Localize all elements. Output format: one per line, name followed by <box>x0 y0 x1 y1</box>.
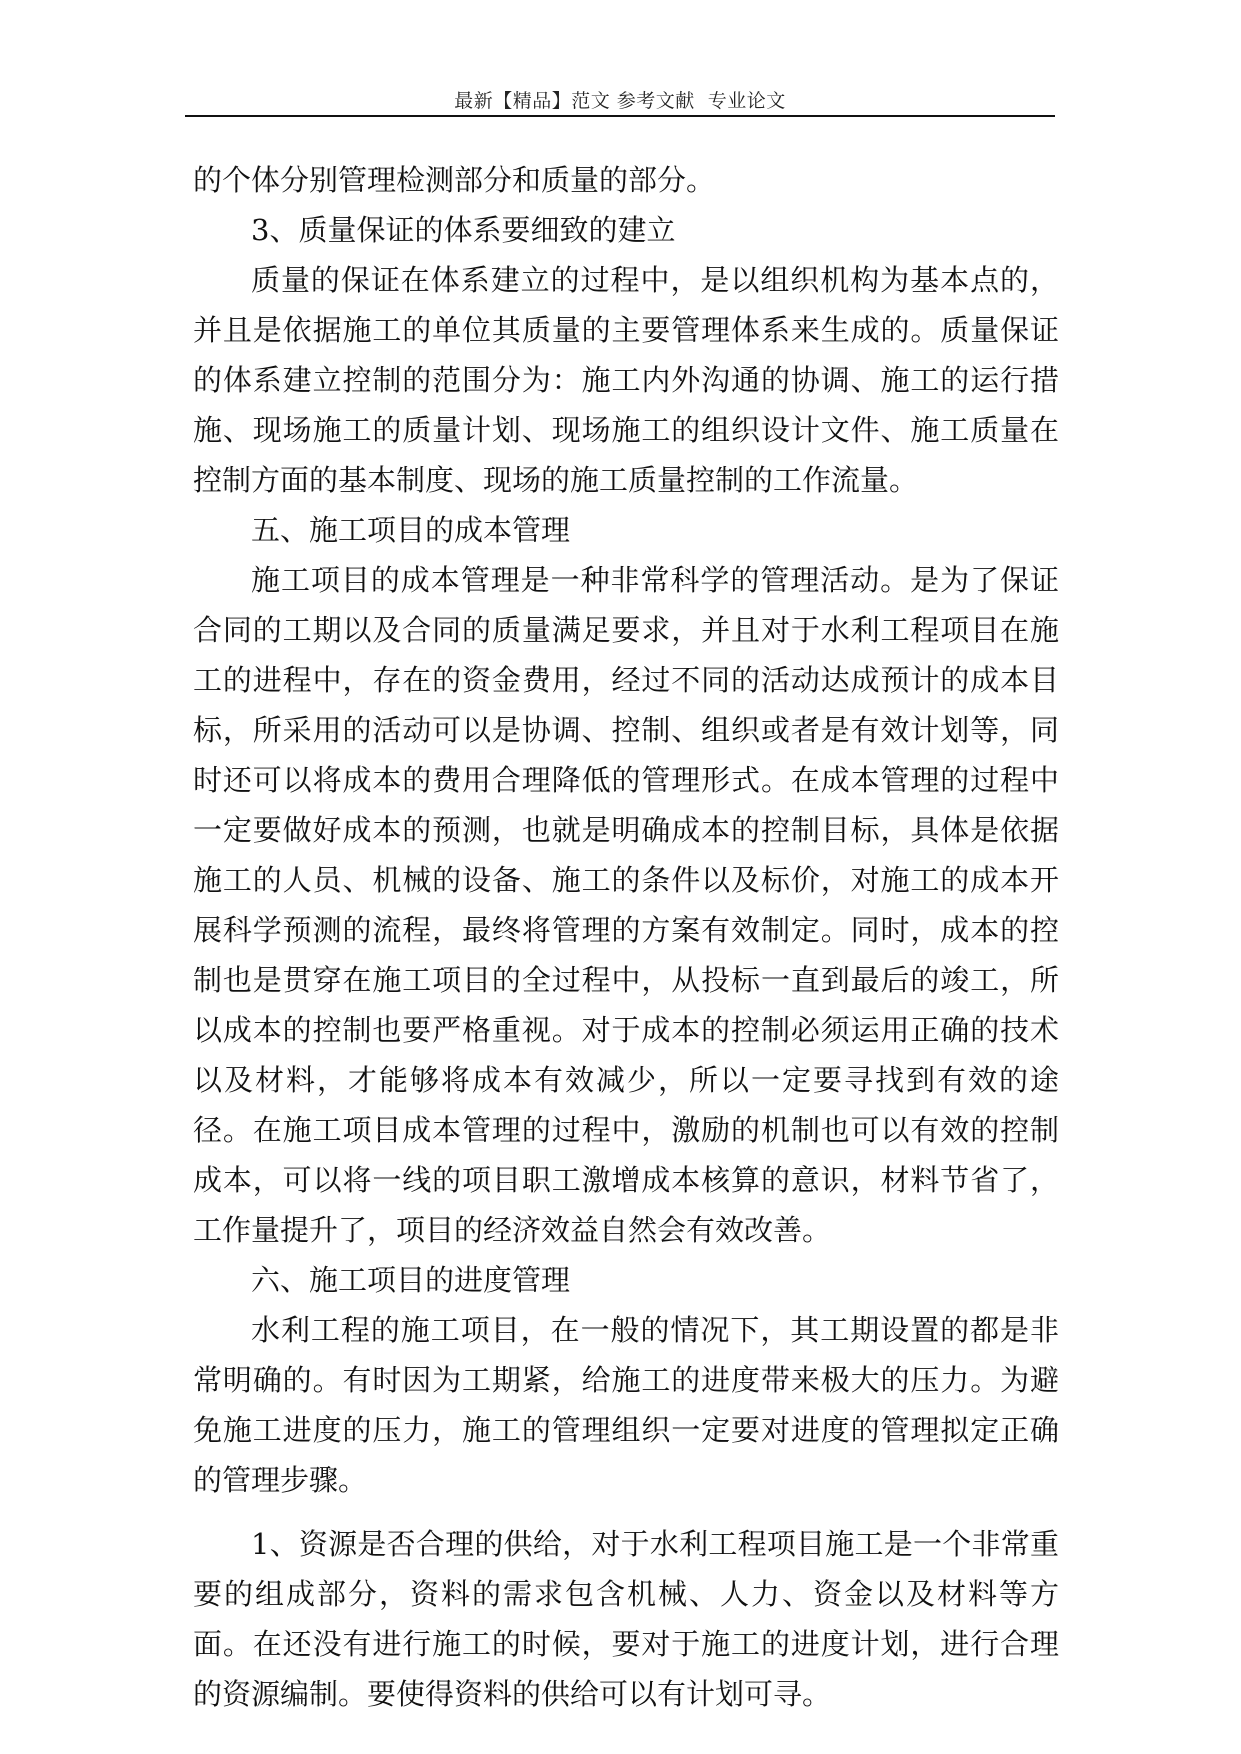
heading-cost-management: 五、施工项目的成本管理 <box>251 513 571 547</box>
paragraph-schedule-management: 水利工程的施工项目，在一般的情况下，其工期设置的都是非常明确的。有时因为工期紧，给施工的进度带来极大的压力。为避免施工进度的压力，施工的管理组织一定要对进度的管理拟定正确的管理步骤。 <box>193 1313 1059 1497</box>
paragraph-cost-management: 施工项目的成本管理是一种非常科学的管理活动。是为了保证合同的工期以及合同的质量满足要求，并且对于水利工程项目在施工的进程中，存在的资金费用，经过不同的活动达成预计的成本目标，所采用的活动可以是协调、控制、组织或者是有效计划等，同时还可以将成本的费用合理降低的管理形式。在成本管理的过程中一定要做好成本的预测，也就是明确成本的控制目标，具体是依据施工的人员、机械的设备、施工的条件以及标价，对施工的成本开展科学预测的流程，最终将管理的方案有效制定。同时，成本的控制也是贯穿在施工项目的全过程中，从投标一直到最后的竣工，所以成本的控制也要严格重视。对于成本的控制必须运用正确的技术以及材料，才能够将成本有效减少，所以一定要寻找到有效的途径。在施工项目成本管理的过程中，激励的机制也可以有效的控制成本，可以将一线的项目职工激增成本核算的意识，材料节省了，工作量提升了，项目的经济效益自然会有效改善。 <box>193 563 1059 1247</box>
subheading-quality-assurance: 3、质量保证的体系要细致的建立 <box>251 213 676 247</box>
paragraph-quality-assurance: 质量的保证在体系建立的过程中，是以组织机构为基本点的，并且是依据施工的单位其质量的主要管理体系来生成的。质量保证的体系建立控制的范围分为：施工内外沟通的协调、施工的运行措施、现场施工的质量计划、现场施工的组织设计文件、施工质量在控制方面的基本制度、现场的施工质量控制的工作流量。 <box>193 263 1059 497</box>
document-body <box>193 155 1059 1719</box>
paragraph-continuation: 的个体分别管理检测部分和质量的部分。 <box>193 163 716 197</box>
paragraph-resource-supply: 1、资源是否合理的供给，对于水利工程项目施工是一个非常重要的组成部分，资料的需求包含机械、人力、资金以及材料等方面。在还没有进行施工的时候，要对于施工的进度计划，进行合理的资源编制。要使得资料的供给可以有计划可寻。 <box>193 1527 1059 1711</box>
heading-schedule-management: 六、施工项目的进度管理 <box>251 1263 571 1297</box>
header-divider <box>185 115 1055 117</box>
page-header: 最新【精品】范文 参考文献 专业论文 <box>454 90 786 112</box>
